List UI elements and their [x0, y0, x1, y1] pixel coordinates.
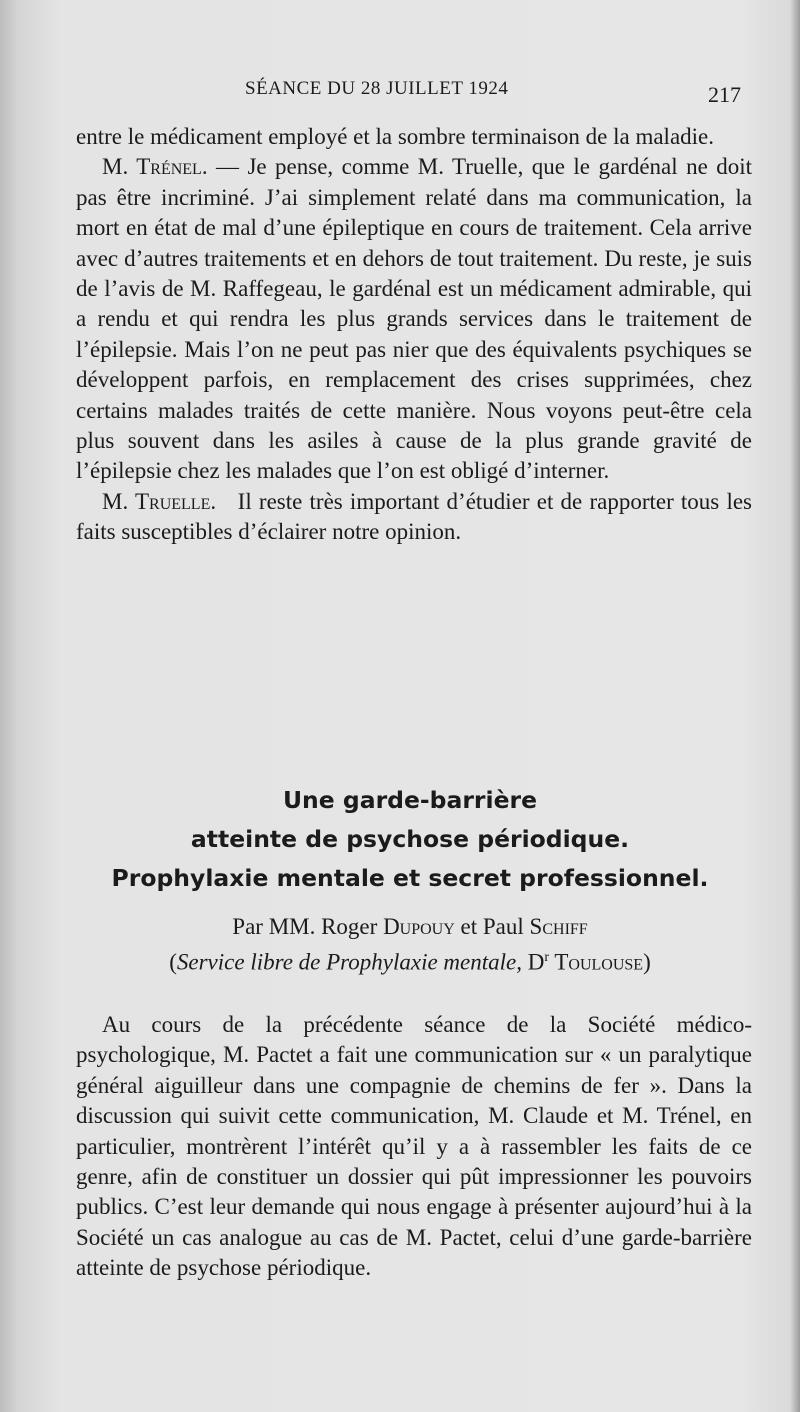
speaker-trenel: M. Trénel. [102, 154, 208, 180]
article-authors [60, 911, 760, 978]
article-body [76, 1010, 752, 1284]
byline [60, 911, 760, 942]
page-number: 217 [708, 82, 741, 107]
speaker-truelle: M. Truelle. [102, 488, 217, 514]
article-paragraph-1: Au cours de la précédente séance de la Société médico-psychologique, M. Pactet a fait une communication sur « un paralytique général aiguilleur dans une compagnie de chemins de fer ». Dans la discussion qui suivit cette communication, M. Claude et M. Trénel, en particulier, montrèrent l’intérêt qu’il y a à rassembler les faits de ce genre, afin de constituer un dossier qui pût impressionner les pouvoirs publics. C’est leur demande qui nous engage à présenter aujourd’hui à la Société un cas analogue au cas de M. Pactet, celui d’une garde-barrière atteinte de psychose périodique. [76, 1012, 752, 1281]
discussion-opening: entre le médicament employé et la sombre terminaison de la maladie. [76, 124, 715, 149]
author-schiff: Schiff [529, 914, 588, 939]
affiliation-open: ( [169, 949, 177, 975]
author-dupouy: Dupouy [383, 914, 455, 939]
truelle-text: Il reste très important d’étudier et de rapporter tous les faits susceptibles d’éclairer notre opinion. [76, 488, 758, 545]
affiliation-director: Toulouse [549, 949, 644, 975]
title-line-3: Prophylaxie mentale et secret professionnel. [111, 864, 709, 892]
affiliation-dr-sup: r [544, 950, 550, 965]
affiliation-dr: D [521, 949, 545, 975]
affiliation-close: ) [643, 949, 651, 975]
article-title [60, 781, 760, 898]
affiliation-service: Service libre de Prophylaxie mentale, [176, 949, 522, 975]
title-line-1: Une garde-barrière [282, 786, 538, 814]
affiliation [60, 942, 760, 978]
trenel-text: — Je pense, comme M. Truelle, que le gardénal ne doit pas être incriminé. J’ai simplement relaté dans ma communication, la mort en état de mal d’une épileptique en cours de traitement. Cela arrive avec d’autres traitements et en dehors de tout traitement. Du reste, je suis de l’avis de M. Raffegeau, le gardénal est un médicament admirable, qui a rendu et qui rendra les plus grands services dans le traitement de l’épilepsie. Mais l’on ne peut pas nier que des équivalents psychiques se développent parfois, en remplacement des crises supprimées, chez certains malades traités de cette manière. Nous voyons peut-être cela plus souvent dans les asiles à cause de la plus grande gravité de l’épilepsie chez les malades que l’on est obligé d’interner. [76, 154, 752, 484]
trenel-remark [76, 152, 752, 486]
truelle-remark [76, 487, 758, 548]
title-line-2: atteinte de psychose périodique. [190, 825, 630, 853]
byline-prefix: Par MM. Roger [232, 914, 384, 939]
byline-and: et Paul [454, 914, 530, 939]
running-title: SÉANCE DU 28 JUILLET 1924 [245, 78, 509, 99]
discussion-section [76, 122, 758, 548]
page-header [0, 78, 800, 108]
